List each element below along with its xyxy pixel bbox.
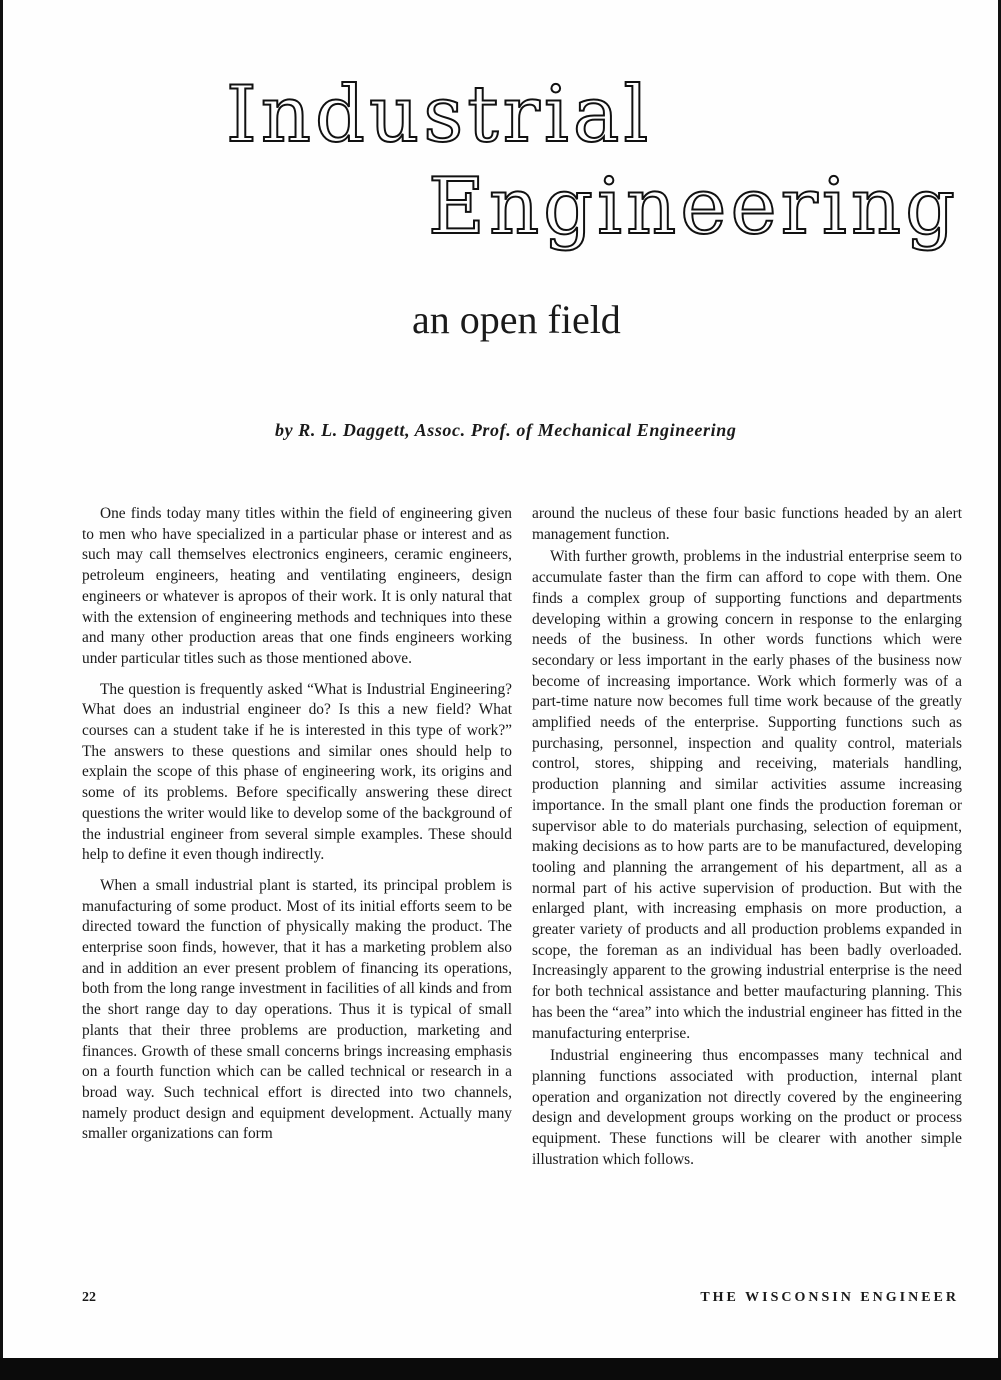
article-subtitle: an open field	[412, 297, 621, 342]
article-byline: by R. L. Daggett, Assoc. Prof. of Mechanical Engineering	[275, 420, 737, 440]
page-edge-left	[0, 0, 3, 1380]
paragraph: With further growth, problems in the industrial enterprise seem to accumulate faster than the firm can afford to cope with them. One finds a complex group of supporting functions and departments developing within a growing concern in response to the enlarging needs of the business. In other words functions which were secondary or less important in the early phases of the business now become of increasing importance. Work which formerly was of a part-time nature now becomes full time work because of the greatly amplified needs of the enterprise. Supporting functions such as purchasing, personnel, inspection and quality control, materials control, stores, shipping and receiving, materials handling, production planning and similar activities assume increasing importance. In the small plant one finds the production foreman or supervisor able to do materials purchasing, selection of equipment, making decisions as to how parts are to be manufactured, developing tooling and planning the arrangement of his department, all as a normal part of his active supervision of production. But with the enlarged plant, with increasing emphasis on more production, a greater variety of products and all production problems expanded in scope, the foreman as an individual has been badly overloaded. Increasingly apparent to the growing industrial enterprise is the need for both technical assistance and better maufacturing planning. This has been the “area” into which the industrial engineer has fitted in the manufacturing enterprise.	[532, 548, 962, 1042]
left-column	[82, 504, 512, 1155]
paragraph: Industrial engineering thus encompasses many technical and planning functions associated with production, internal plant operation and organization not directly covered by the engineering design and development groups working on the product or process equipment. These functions will be clearer with another simple illustration which follows.	[532, 1047, 962, 1168]
paragraph: around the nucleus of these four basic functions headed by an alert management function.	[532, 505, 962, 543]
title-line-industrial: Industrial	[226, 70, 653, 160]
page-number: 22	[82, 1290, 96, 1305]
page-edge-bottom	[0, 1358, 1001, 1380]
right-column	[532, 504, 962, 1181]
title-line-engineering: Engineering	[428, 162, 960, 252]
paragraph: The question is frequently asked “What is Industrial Engineering? What does an industrial engineer do? Is this a new field? What courses can a student take if he is interested in this type of work?” The answers to these questions and similar ones should help to explain the scope of this phase of engineering work, its origins and some of its problems. Before specifically answering these direct questions the writer would like to develop some of the background of the industrial engineer from several simple examples. These should help to define it even though indirectly.	[82, 680, 512, 864]
paragraph: One finds today many titles within the field of engineering given to men who have specialized in a particular phase or interest and as such may call themselves electronics engineers, ceramic engineers, petroleum engineers, heating and ventilating engineers, design engineers or whatever is apropos of their work. It is only natural that with the extension of engineering methods and techniques into these and many other production areas that one finds engineers working under particular titles such as those mentioned above.	[82, 505, 512, 667]
paragraph: When a small industrial plant is started, its principal problem is manufacturing of some product. Most of its initial efforts seem to be directed toward the function of physically making the product. The enterprise soon finds, however, that it has a marketing problem also and in addition an ever present problem of financing its operations, both from the long range investment in facilities of all kinds and from the short range day to day operations. Thus it is typical of small plants that their three problems are production, marketing and finances. Growth of these small concerns brings increasing emphasis on a fourth function which can be called technical or research in a broad way. Such technical effort is directed into two channels, namely product design and equipment development. Actually many smaller organizations can form	[82, 876, 512, 1143]
publication-footer: THE WISCONSIN ENGINEER	[700, 1290, 959, 1305]
